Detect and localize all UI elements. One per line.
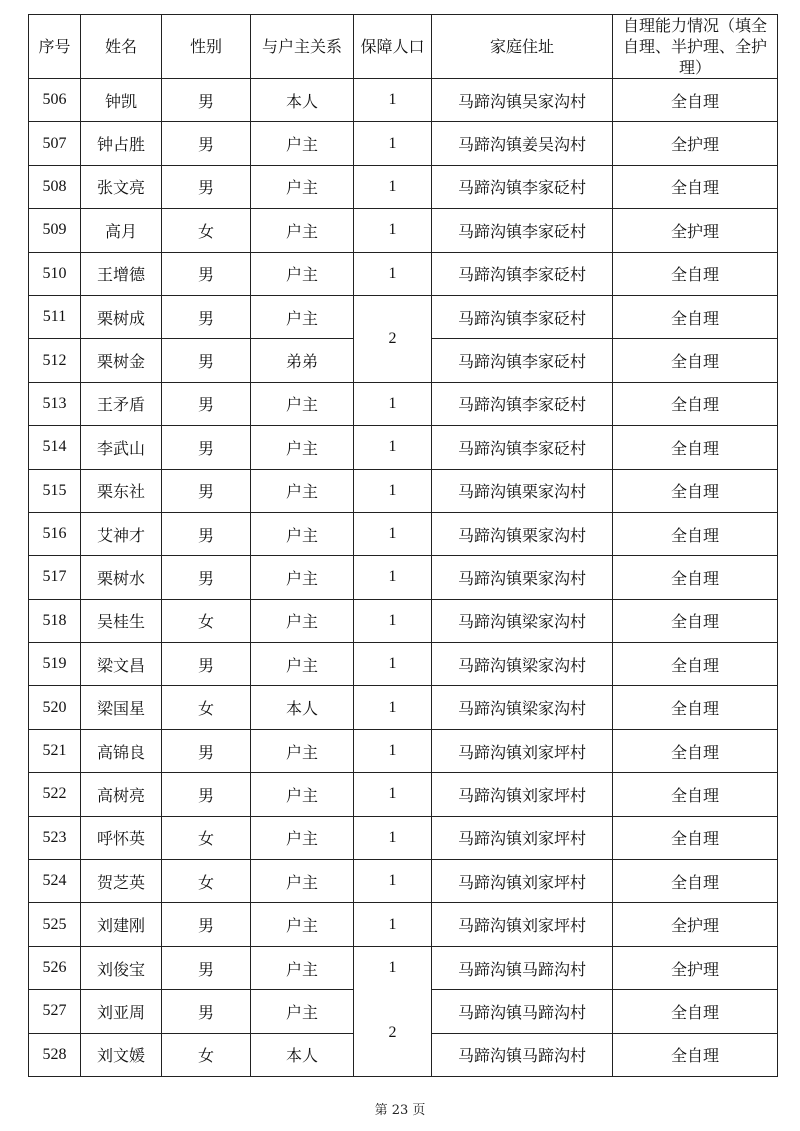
cell-name: 梁文昌 xyxy=(81,643,162,686)
cell-care: 全自理 xyxy=(613,512,778,555)
cell-name: 刘建刚 xyxy=(81,903,162,946)
cell-gender: 女 xyxy=(162,816,251,859)
cell-care: 全自理 xyxy=(613,860,778,903)
cell-address: 马蹄沟镇刘家坪村 xyxy=(432,729,613,772)
cell-gender: 男 xyxy=(162,382,251,425)
cell-name: 高树亮 xyxy=(81,773,162,816)
household-roster-table xyxy=(28,14,778,1077)
cell-seq: 520 xyxy=(29,686,81,729)
table-row xyxy=(29,209,778,252)
cell-address: 马蹄沟镇马蹄沟村 xyxy=(432,1033,613,1076)
cell-care: 全自理 xyxy=(613,339,778,382)
cell-relation: 户主 xyxy=(251,860,354,903)
table-row xyxy=(29,903,778,946)
cell-name: 栗树水 xyxy=(81,556,162,599)
cell-gender: 男 xyxy=(162,122,251,165)
cell-gender: 女 xyxy=(162,1033,251,1076)
cell-relation: 本人 xyxy=(251,1033,354,1076)
cell-name: 王增德 xyxy=(81,252,162,295)
cell-gender: 女 xyxy=(162,860,251,903)
cell-care: 全自理 xyxy=(613,165,778,208)
cell-address: 马蹄沟镇马蹄沟村 xyxy=(432,990,613,1033)
cell-address: 马蹄沟镇马蹄沟村 xyxy=(432,946,613,989)
cell-care: 全自理 xyxy=(613,79,778,122)
cell-seq: 507 xyxy=(29,122,81,165)
cell-population: 1 xyxy=(354,512,432,555)
cell-seq: 515 xyxy=(29,469,81,512)
table-row xyxy=(29,643,778,686)
table-row xyxy=(29,556,778,599)
table-row xyxy=(29,295,778,338)
cell-seq: 509 xyxy=(29,209,81,252)
cell-address: 马蹄沟镇刘家坪村 xyxy=(432,903,613,946)
cell-gender: 男 xyxy=(162,339,251,382)
table-row xyxy=(29,79,778,122)
cell-name: 刘俊宝 xyxy=(81,946,162,989)
cell-population: 1 xyxy=(354,79,432,122)
cell-care: 全自理 xyxy=(613,990,778,1033)
cell-population: 1 xyxy=(354,252,432,295)
header-seq: 序号 xyxy=(29,15,81,79)
cell-seq: 526 xyxy=(29,946,81,989)
cell-name: 钟占胜 xyxy=(81,122,162,165)
cell-relation: 本人 xyxy=(251,79,354,122)
cell-name: 李武山 xyxy=(81,426,162,469)
cell-name: 高锦良 xyxy=(81,729,162,772)
cell-seq: 521 xyxy=(29,729,81,772)
cell-address: 马蹄沟镇李家砭村 xyxy=(432,382,613,425)
cell-address: 马蹄沟镇刘家坪村 xyxy=(432,860,613,903)
table-row xyxy=(29,729,778,772)
cell-relation: 户主 xyxy=(251,382,354,425)
cell-population: 1 xyxy=(354,773,432,816)
cell-relation: 户主 xyxy=(251,512,354,555)
table-row xyxy=(29,469,778,512)
cell-care: 全自理 xyxy=(613,295,778,338)
cell-gender: 男 xyxy=(162,512,251,555)
cell-address: 马蹄沟镇李家砭村 xyxy=(432,209,613,252)
cell-care: 全自理 xyxy=(613,643,778,686)
cell-population-merged: 2 xyxy=(354,990,432,1077)
cell-gender: 男 xyxy=(162,990,251,1033)
cell-seq: 512 xyxy=(29,339,81,382)
cell-address: 马蹄沟镇李家砭村 xyxy=(432,426,613,469)
cell-seq: 513 xyxy=(29,382,81,425)
cell-name: 吴桂生 xyxy=(81,599,162,642)
cell-seq: 511 xyxy=(29,295,81,338)
cell-relation: 户主 xyxy=(251,903,354,946)
cell-relation: 户主 xyxy=(251,990,354,1033)
cell-address: 马蹄沟镇李家砭村 xyxy=(432,252,613,295)
cell-name: 刘亚周 xyxy=(81,990,162,1033)
cell-care: 全自理 xyxy=(613,252,778,295)
cell-population: 1 xyxy=(354,599,432,642)
header-care: 自理能力情况（填全自理、半护理、全护理） xyxy=(613,15,778,79)
cell-seq: 523 xyxy=(29,816,81,859)
cell-gender: 男 xyxy=(162,252,251,295)
table-row xyxy=(29,426,778,469)
cell-care: 全护理 xyxy=(613,946,778,989)
cell-population: 1 xyxy=(354,556,432,599)
header-population: 保障人口 xyxy=(354,15,432,79)
cell-address: 马蹄沟镇梁家沟村 xyxy=(432,686,613,729)
cell-population: 1 xyxy=(354,903,432,946)
cell-name: 栗树金 xyxy=(81,339,162,382)
cell-relation: 户主 xyxy=(251,773,354,816)
cell-relation: 户主 xyxy=(251,816,354,859)
cell-name: 呼怀英 xyxy=(81,816,162,859)
cell-name: 刘文媛 xyxy=(81,1033,162,1076)
cell-care: 全自理 xyxy=(613,729,778,772)
cell-seq: 508 xyxy=(29,165,81,208)
cell-relation: 户主 xyxy=(251,556,354,599)
cell-care: 全自理 xyxy=(613,382,778,425)
cell-population: 1 xyxy=(354,165,432,208)
cell-seq: 506 xyxy=(29,79,81,122)
cell-relation: 户主 xyxy=(251,729,354,772)
cell-address: 马蹄沟镇李家砭村 xyxy=(432,339,613,382)
cell-gender: 男 xyxy=(162,946,251,989)
cell-gender: 男 xyxy=(162,773,251,816)
table-row xyxy=(29,382,778,425)
cell-name: 高月 xyxy=(81,209,162,252)
cell-population: 1 xyxy=(354,860,432,903)
cell-relation: 户主 xyxy=(251,295,354,338)
cell-seq: 528 xyxy=(29,1033,81,1076)
cell-population: 1 xyxy=(354,426,432,469)
cell-population-merged: 2 xyxy=(354,295,432,382)
cell-address: 马蹄沟镇吴家沟村 xyxy=(432,79,613,122)
table-row xyxy=(29,686,778,729)
cell-population: 1 xyxy=(354,729,432,772)
cell-address: 马蹄沟镇栗家沟村 xyxy=(432,512,613,555)
cell-relation: 户主 xyxy=(251,426,354,469)
header-relation: 与户主关系 xyxy=(251,15,354,79)
cell-seq: 525 xyxy=(29,903,81,946)
cell-gender: 男 xyxy=(162,729,251,772)
cell-name: 梁国星 xyxy=(81,686,162,729)
cell-care: 全自理 xyxy=(613,816,778,859)
cell-name: 艾神才 xyxy=(81,512,162,555)
cell-relation: 户主 xyxy=(251,122,354,165)
table-header-row xyxy=(29,15,778,79)
cell-relation: 户主 xyxy=(251,599,354,642)
cell-population: 1 xyxy=(354,643,432,686)
cell-relation: 户主 xyxy=(251,469,354,512)
cell-name: 张文亮 xyxy=(81,165,162,208)
header-address: 家庭住址 xyxy=(432,15,613,79)
cell-relation: 户主 xyxy=(251,165,354,208)
page-number: 第 23 页 xyxy=(374,1103,426,1118)
cell-seq: 516 xyxy=(29,512,81,555)
cell-population: 1 xyxy=(354,469,432,512)
cell-seq: 514 xyxy=(29,426,81,469)
cell-seq: 518 xyxy=(29,599,81,642)
cell-gender: 女 xyxy=(162,599,251,642)
cell-care: 全自理 xyxy=(613,426,778,469)
cell-gender: 女 xyxy=(162,209,251,252)
cell-seq: 519 xyxy=(29,643,81,686)
table-row xyxy=(29,599,778,642)
cell-care: 全自理 xyxy=(613,1033,778,1076)
cell-address: 马蹄沟镇梁家沟村 xyxy=(432,643,613,686)
header-name: 姓名 xyxy=(81,15,162,79)
cell-name: 栗东社 xyxy=(81,469,162,512)
cell-name: 王矛盾 xyxy=(81,382,162,425)
cell-population: 1 xyxy=(354,122,432,165)
cell-care: 全自理 xyxy=(613,599,778,642)
cell-seq: 522 xyxy=(29,773,81,816)
cell-address: 马蹄沟镇栗家沟村 xyxy=(432,556,613,599)
table-row xyxy=(29,252,778,295)
table-row xyxy=(29,512,778,555)
cell-gender: 女 xyxy=(162,686,251,729)
cell-population: 1 xyxy=(354,209,432,252)
cell-address: 马蹄沟镇刘家坪村 xyxy=(432,816,613,859)
cell-gender: 男 xyxy=(162,295,251,338)
cell-gender: 男 xyxy=(162,469,251,512)
cell-gender: 男 xyxy=(162,165,251,208)
cell-name: 栗树成 xyxy=(81,295,162,338)
cell-care: 全自理 xyxy=(613,686,778,729)
cell-care: 全自理 xyxy=(613,773,778,816)
cell-seq: 527 xyxy=(29,990,81,1033)
cell-population: 1 xyxy=(354,816,432,859)
cell-seq: 524 xyxy=(29,860,81,903)
cell-address: 马蹄沟镇姜吴沟村 xyxy=(432,122,613,165)
cell-relation: 弟弟 xyxy=(251,339,354,382)
cell-population: 1 xyxy=(354,686,432,729)
cell-gender: 男 xyxy=(162,643,251,686)
table-row xyxy=(29,773,778,816)
cell-name: 贺芝英 xyxy=(81,860,162,903)
table-row xyxy=(29,860,778,903)
cell-relation: 本人 xyxy=(251,686,354,729)
cell-gender: 男 xyxy=(162,903,251,946)
cell-address: 马蹄沟镇刘家坪村 xyxy=(432,773,613,816)
cell-relation: 户主 xyxy=(251,946,354,989)
cell-gender: 男 xyxy=(162,556,251,599)
cell-population: 1 xyxy=(354,946,432,989)
cell-address: 马蹄沟镇梁家沟村 xyxy=(432,599,613,642)
table-row xyxy=(29,990,778,1033)
table-row xyxy=(29,122,778,165)
cell-care: 全护理 xyxy=(613,122,778,165)
cell-relation: 户主 xyxy=(251,643,354,686)
header-gender: 性别 xyxy=(162,15,251,79)
cell-relation: 户主 xyxy=(251,209,354,252)
cell-care: 全自理 xyxy=(613,469,778,512)
cell-relation: 户主 xyxy=(251,252,354,295)
table-row xyxy=(29,165,778,208)
cell-care: 全护理 xyxy=(613,209,778,252)
cell-care: 全护理 xyxy=(613,903,778,946)
cell-seq: 510 xyxy=(29,252,81,295)
cell-gender: 男 xyxy=(162,426,251,469)
cell-name: 钟凯 xyxy=(81,79,162,122)
cell-gender: 男 xyxy=(162,79,251,122)
cell-population: 1 xyxy=(354,382,432,425)
table-row xyxy=(29,946,778,989)
cell-seq: 517 xyxy=(29,556,81,599)
cell-address: 马蹄沟镇李家砭村 xyxy=(432,165,613,208)
cell-address: 马蹄沟镇栗家沟村 xyxy=(432,469,613,512)
cell-address: 马蹄沟镇李家砭村 xyxy=(432,295,613,338)
cell-care: 全自理 xyxy=(613,556,778,599)
table-row xyxy=(29,816,778,859)
